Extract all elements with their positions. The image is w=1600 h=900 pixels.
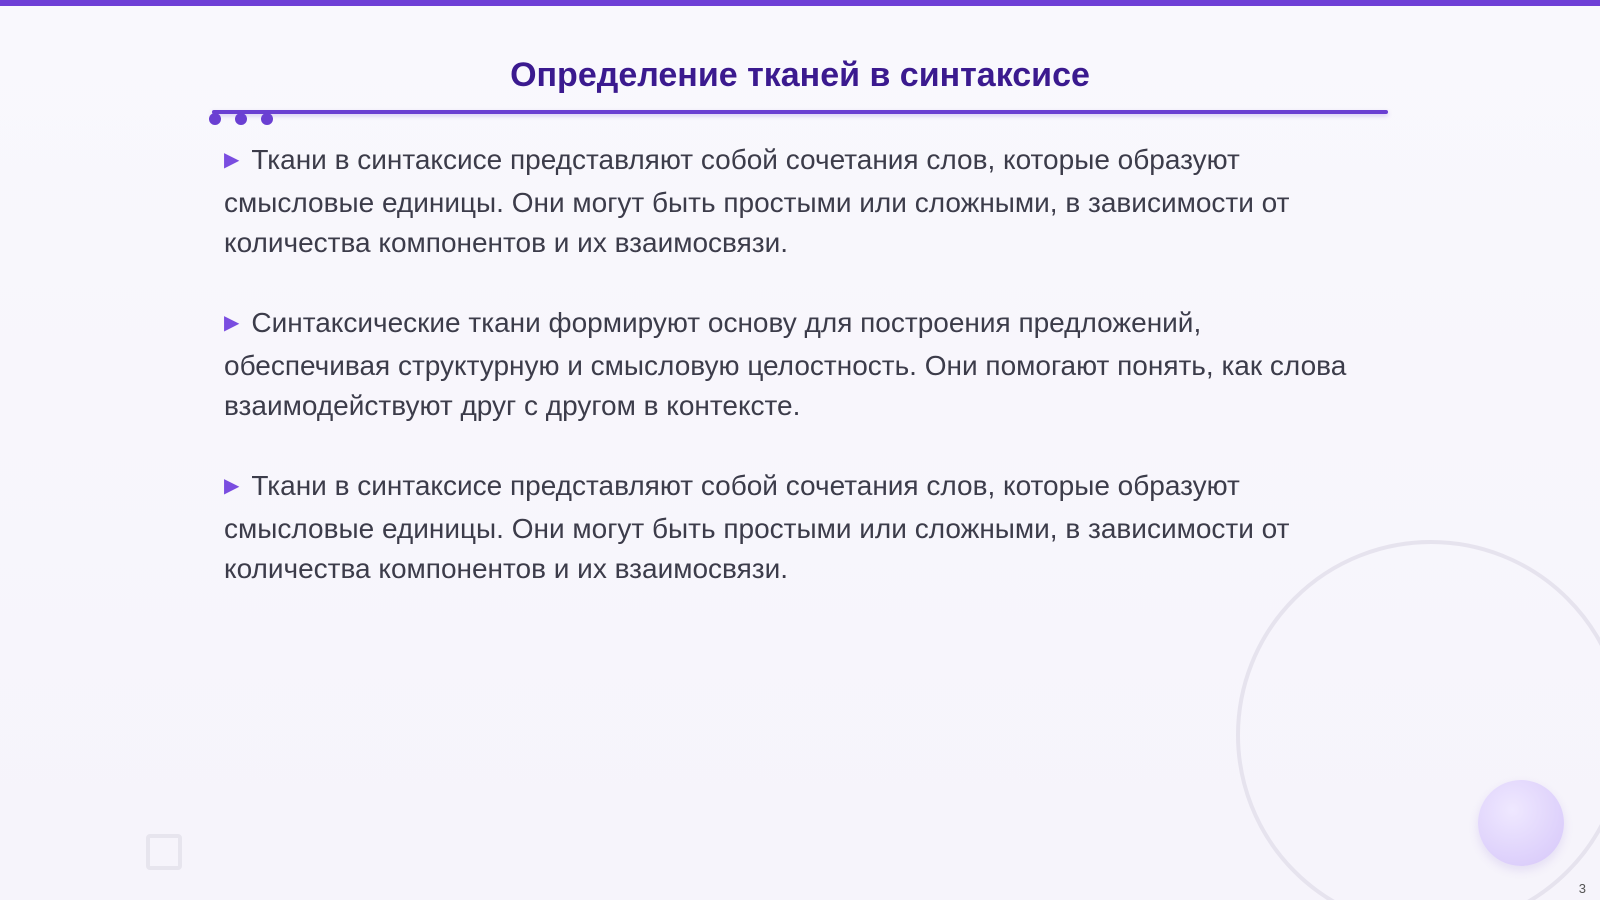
bullet-item <box>224 303 1374 426</box>
triangle-right-icon: ▶ <box>224 475 240 497</box>
underline-dot <box>261 113 273 125</box>
title-underline <box>212 110 1388 114</box>
underline-dot <box>209 113 221 125</box>
bullet-item <box>224 140 1374 263</box>
bullet-text: Ткани в синтаксисе представляют собой сочетания слов, которые образуют смысловые единицы. Они могут быть простыми или сложными, в зависимости от количества компонентов и их взаимосвязи. <box>224 470 1290 584</box>
bullet-item <box>224 466 1374 589</box>
bullet-list <box>224 140 1374 629</box>
slide-title: Определение тканей в синтаксисе <box>510 56 1090 94</box>
bullet-text: Синтаксические ткани формируют основу для построения предложений, обеспечивая структурную и смысловую целостность. Они помогают понять, как слова взаимодействуют друг с другом в контексте. <box>224 307 1347 421</box>
triangle-right-icon: ▶ <box>224 149 240 171</box>
top-accent-bar <box>0 0 1600 6</box>
decorative-square <box>146 834 182 870</box>
page-number: 3 <box>1578 881 1586 896</box>
underline-dot <box>235 113 247 125</box>
bullet-text: Ткани в синтаксисе представляют собой сочетания слов, которые образуют смысловые единицы. Они могут быть простыми или сложными, в зависимости от количества компонентов и их взаимосвязи. <box>224 144 1290 258</box>
decorative-bubble <box>1478 780 1564 866</box>
triangle-right-icon: ▶ <box>224 312 240 334</box>
